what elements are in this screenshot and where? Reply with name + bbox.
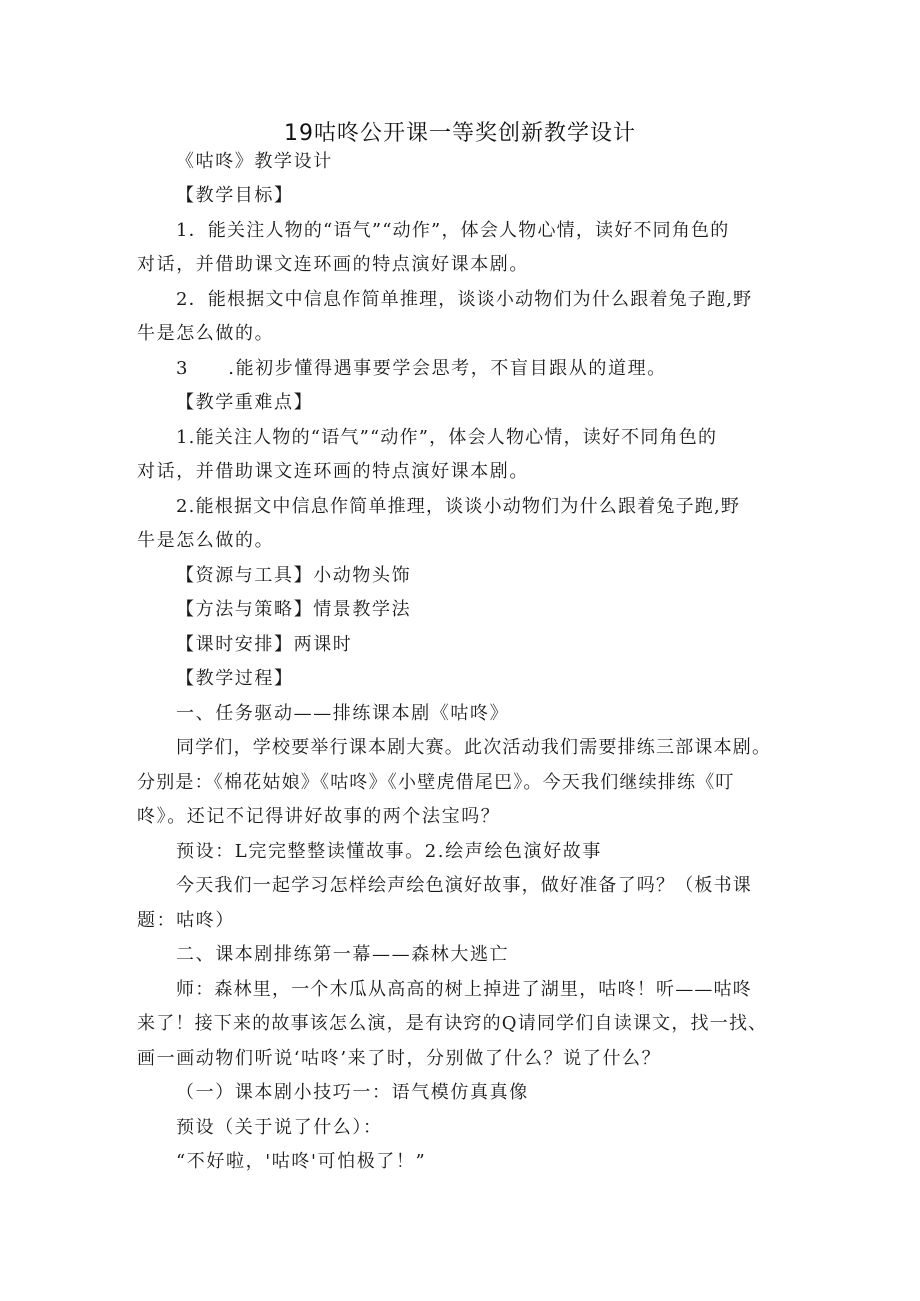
paragraph-line: 【方法与策略】情景教学法 (176, 599, 412, 620)
paragraph-line: 2．能根据文中信息作简单推理，谈谈小动物们为什么跟着兔子跑,野 (176, 289, 753, 310)
paragraph-line: 【资源与工具】小动物头饰 (176, 565, 412, 586)
paragraph-line: 分别是：《棉花姑娘》《咕咚》《小壁虎借尾巴》。今天我们继续排练《叮 (137, 772, 735, 793)
paragraph-line: 二、课本剧排练第一幕——森林大逃亡 (176, 944, 510, 965)
document-title: 19咕咚公开课一等奖创新教学设计 (284, 121, 636, 146)
paragraph-line: 1.能关注人物的“语气”“动作”，体会人物心情，读好不同角色的 (176, 427, 718, 448)
section-heading-process: 【教学过程】 (176, 668, 294, 689)
section-heading-key-points: 【教学重难点】 (176, 392, 314, 413)
paragraph-line: 【课时安排】两课时 (176, 634, 353, 655)
paragraph-line: 师：森林里，一个木瓜从高高的树上掉进了湖里，咕咚！听——咕咚 (176, 979, 752, 1000)
subtitle: 《咕咚》教学设计 (176, 151, 333, 172)
paragraph-line: 预设：L完完整整读懂故事。2.绘声绘色演好故事 (176, 841, 602, 862)
paragraph-line: “不好啦，'咕咚'可怕极了！” (176, 1151, 427, 1172)
paragraph-line: 一、任务驱动——排练课本剧《咕咚》 (176, 703, 510, 724)
paragraph-line: 2.能根据文中信息作简单推理，谈谈小动物们为什么跟着兔子跑,野 (176, 496, 741, 517)
section-heading-goals: 【教学目标】 (176, 185, 294, 206)
paragraph-line: 题：咕咚） (137, 910, 235, 931)
paragraph-line: 画一画动物们听说‘咕咚’来了时，分别做了什么？说了什么？ (137, 1048, 662, 1069)
paragraph-line: （一）课本剧小技巧一：语气模仿真真像 (176, 1082, 529, 1103)
paragraph-line: 来了！接下来的故事该怎么演，是有诀窍的Q请同学们自读课文，找一找、 (137, 1013, 768, 1034)
paragraph-line: 咚》。还记不记得讲好故事的两个法宝吗？ (137, 806, 501, 827)
paragraph-line: 对话，并借助课文连环画的特点演好课本剧。 (137, 461, 529, 482)
paragraph-line: 3 .能初步懂得遇事要学会思考，不盲目跟从的道理。 (176, 358, 667, 379)
paragraph-line: 牛是怎么做的。 (137, 530, 275, 551)
paragraph-line: 牛是怎么做的。 (137, 323, 275, 344)
paragraph-line: 对话，并借助课文连环画的特点演好课本剧。 (137, 254, 529, 275)
paragraph-line: 预设（关于说了什么）： (176, 1117, 383, 1138)
paragraph-line: 同学们，学校要举行课本剧大赛。此次活动我们需要排练三部课本剧。 (176, 737, 772, 758)
paragraph-line: 今天我们一起学习怎样绘声绘色演好故事，做好准备了吗？（板书课 (176, 875, 752, 896)
paragraph-line: 1．能关注人物的“语气”“动作”，体会人物心情，读好不同角色的 (176, 220, 730, 241)
